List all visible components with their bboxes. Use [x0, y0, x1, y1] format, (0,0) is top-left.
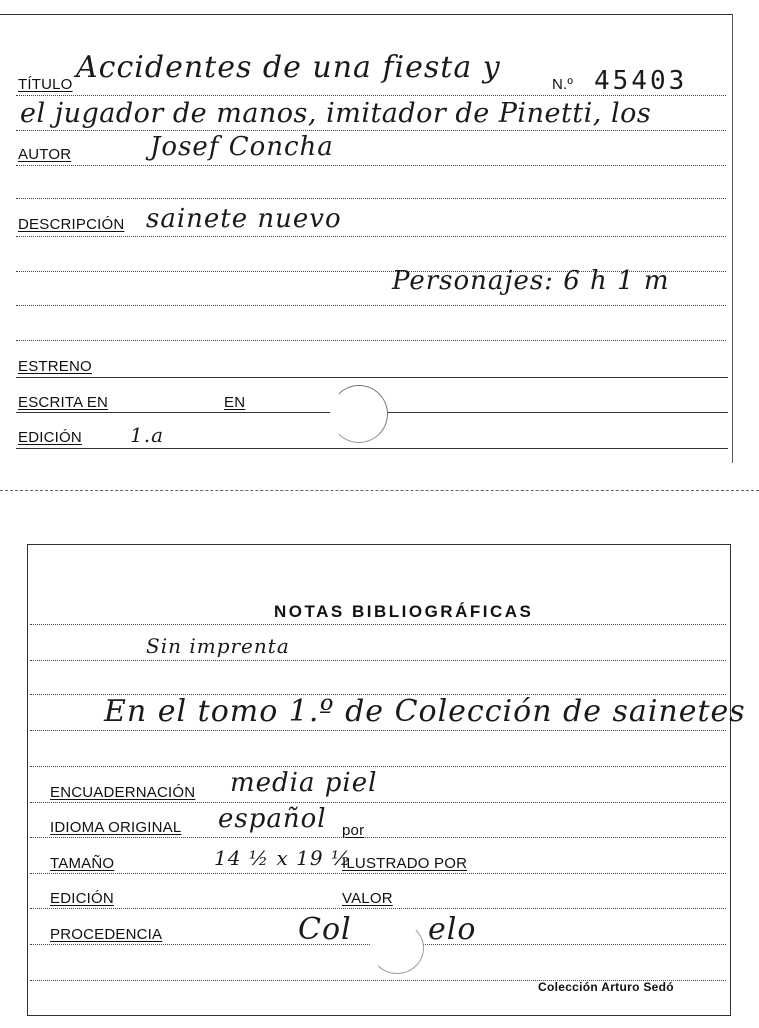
en-label: EN	[224, 394, 246, 411]
notas-line1: Sin imprenta	[146, 634, 290, 658]
ruled-line	[16, 165, 726, 166]
edicion-label: EDICIÓN	[18, 429, 82, 446]
edicion-label-2: EDICIÓN	[50, 890, 114, 907]
edicion-value: 1.a	[130, 423, 165, 447]
ruled-line	[30, 873, 726, 874]
collection-footer: Colección Arturo Sedó	[538, 980, 674, 994]
ruled-line	[30, 660, 726, 661]
titulo-value-line2: el jugador de manos, imitador de Pinetti, los	[20, 98, 652, 129]
ruled-line	[16, 236, 726, 237]
numero-value: 45403	[594, 66, 688, 96]
descripcion-label: DESCRIPCIÓN	[18, 216, 125, 233]
ruled-line	[16, 377, 728, 378]
ruled-line	[30, 766, 726, 767]
valor-label: VALOR	[342, 890, 393, 907]
ruled-line	[30, 730, 726, 731]
ruled-line	[30, 802, 726, 803]
ruled-line	[16, 448, 728, 449]
ruled-line	[16, 340, 726, 341]
punch-hole	[370, 922, 424, 974]
titulo-label: TÍTULO	[18, 76, 73, 93]
ruled-line	[16, 198, 726, 199]
descripcion-value: sainete nuevo	[146, 204, 342, 234]
tamano-label: TAMAÑO	[50, 855, 115, 872]
procedencia-label: PROCEDENCIA	[50, 926, 163, 943]
numero-label: N.º	[552, 76, 574, 93]
personajes-value: Personajes: 6 h 1 m	[392, 266, 670, 296]
autor-label: AUTOR	[18, 146, 72, 163]
encuadernacion-label: ENCUADERNACIÓN	[50, 784, 196, 801]
por-label: por	[342, 822, 365, 839]
escrita-en-label: ESCRITA EN	[18, 394, 109, 411]
punch-hole	[330, 385, 388, 443]
ilustrado-label: ILUSTRADO POR	[342, 855, 468, 872]
titulo-value: Accidentes de una fiesta y	[76, 50, 501, 85]
tamano-value: 14 ½ x 19 ½	[214, 846, 352, 870]
notas-line2: En el tomo 1.º de Colección de sainetes	[104, 694, 746, 729]
idioma-value: español	[218, 804, 327, 834]
ruled-line	[16, 130, 726, 131]
notas-heading: NOTAS BIBLIOGRÁFICAS	[274, 602, 534, 621]
ruled-line	[16, 305, 726, 306]
idioma-label: IDIOMA ORIGINAL	[50, 819, 182, 836]
ruled-line	[30, 837, 726, 838]
autor-value: Josef Concha	[150, 132, 334, 162]
procedencia-value-a: Col	[298, 912, 352, 947]
ruled-line	[30, 624, 726, 625]
ruled-line	[30, 908, 726, 909]
encuadernacion-value: media piel	[230, 768, 378, 798]
card-separator	[0, 490, 759, 491]
procedencia-value-b: elo	[428, 912, 477, 947]
estreno-label: ESTRENO	[18, 358, 92, 375]
